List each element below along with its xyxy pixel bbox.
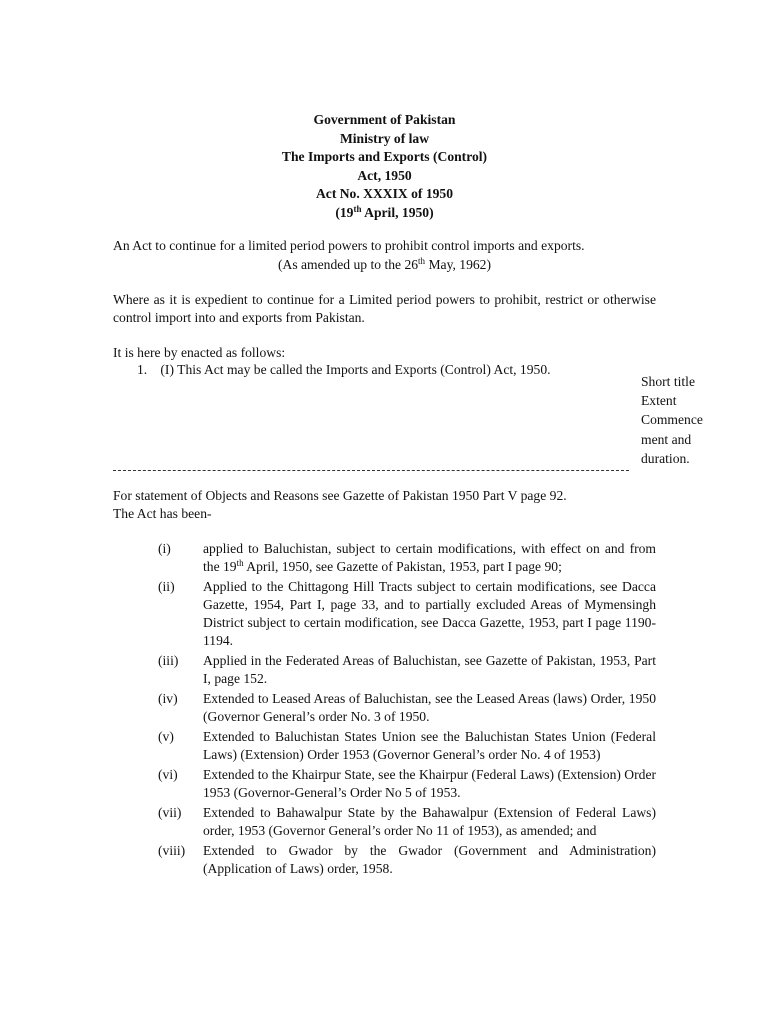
list-item [158,652,656,688]
list-item [158,540,656,576]
margin-note-line-4: ment and [641,431,692,447]
margin-note [641,372,721,468]
preamble-paragraph: Where as it is expedient to continue for a Limited period powers to prohibit, restrict or otherwise control import into and exports from Pakistan. [113,292,656,325]
footnote-divider [113,470,629,471]
list-item-number: (iii) [158,653,179,668]
list-item-number: (ii) [158,579,175,594]
list-item [158,766,656,802]
header-government: Government of Pakistan [313,112,456,127]
list-item-number: (iv) [158,691,178,706]
list-item-text [203,579,656,648]
section-1 [137,361,551,379]
list-item [158,728,656,764]
footnote-act-has-been: The Act has been- [113,506,212,521]
intro-line: An Act to continue for a limited period powers to prohibit control imports and exports. [113,238,585,253]
margin-note-line-1: Short title [641,374,695,389]
header-ministry: Ministry of law [339,130,430,146]
list-item-number: (v) [158,729,174,744]
header-act-title: The Imports and Exports (Control) [281,149,488,165]
margin-note-line-3: Commence [641,412,703,428]
amended-note [113,256,656,274]
footnote-statement: For statement of Objects and Reasons see Gazette of Pakistan 1950 Part V page 92. [113,488,567,503]
amended-post: May, 1962) [425,257,492,272]
list-item-text [203,805,656,838]
section-1-number: 1. [137,362,148,377]
list-item-number: (vi) [158,767,178,782]
list-item [158,690,656,726]
list-item-number: (i) [158,541,171,556]
list-item-number: (viii) [158,843,186,858]
margin-note-line-5: duration. [641,450,690,466]
list-item-text [203,729,656,762]
margin-note-line-2: Extent [641,393,677,409]
list-item-superscript: th [236,558,244,568]
list-item-text [203,843,656,876]
list-item [158,804,656,840]
amended-pre: (As amended up to the 26 [277,257,419,272]
header-act-year: Act, 1950 [357,167,412,183]
list-item [158,578,656,650]
list-item-text-main: Extended to Bahawalpur State by the Bahawalpur (Extension of Federal Laws) order, 1953 (Governor General’s order No 11 of 1953), as amended; and [203,805,656,838]
list-item-text [203,541,656,574]
header-act-number: Act No. XXXIX of 1950 [315,186,454,202]
header-date-pre: (19 [335,204,354,220]
list-item-text [203,767,656,800]
list-item-text-main: Extended to Leased Areas of Baluchistan, see the Leased Areas (laws) Order, 1950 (Governor General’s order No. 3 of 1950. [203,691,656,724]
list-item-text-main: Extended to Baluchistan States Union see the Baluchistan States Union (Federal Laws) (Extension) Order 1953 (Governor General’s order No. 4 of 1953) [203,729,656,762]
header-date-sup: th [353,203,362,214]
list-item-text-main: Applied in the Federated Areas of Baluchistan, see Gazette of Pakistan, 1953, Part I, page 152. [203,653,656,686]
enactment-clause: It is here by enacted as follows: [113,345,286,360]
list-item-text-main: Applied to the Chittagong Hill Tracts subject to certain modifications, see Dacca Gazette, 1954, Part I, page 33, and to partially excluded Areas of Mymensingh District subject to certain modification, see Dacca Gazette, 1953, part I page 1190-1194. [203,579,656,648]
list-item-text-main: Extended to Gwador by the Gwador (Government and Administration) (Application of Laws) order, 1958. [203,843,656,876]
section-1-text: (I) This Act may be called the Imports and Exports (Control) Act, 1950. [160,362,551,377]
list-item [158,842,656,878]
header-act-date [113,204,656,223]
list-item-text [203,691,656,724]
header-date-post: April, 1950) [361,204,434,220]
list-item-text-main: Extended to the Khairpur State, see the Khairpur (Federal Laws) (Extension) Order 1953 (Governor-General’s Order No 5 of 1953. [203,767,656,800]
extension-list [158,540,656,880]
amended-sup: th [418,256,426,266]
list-item-number: (vii) [158,805,182,820]
list-item-text-main: applied to Baluchistan, subject to certain modifications, with effect on and from the 19 [203,541,656,574]
document-header [113,111,656,223]
list-item-text [203,653,656,686]
list-item-text-rest: April, 1950, see Gazette of Pakistan, 1953, part I page 90; [243,559,562,574]
footnote [113,487,656,523]
